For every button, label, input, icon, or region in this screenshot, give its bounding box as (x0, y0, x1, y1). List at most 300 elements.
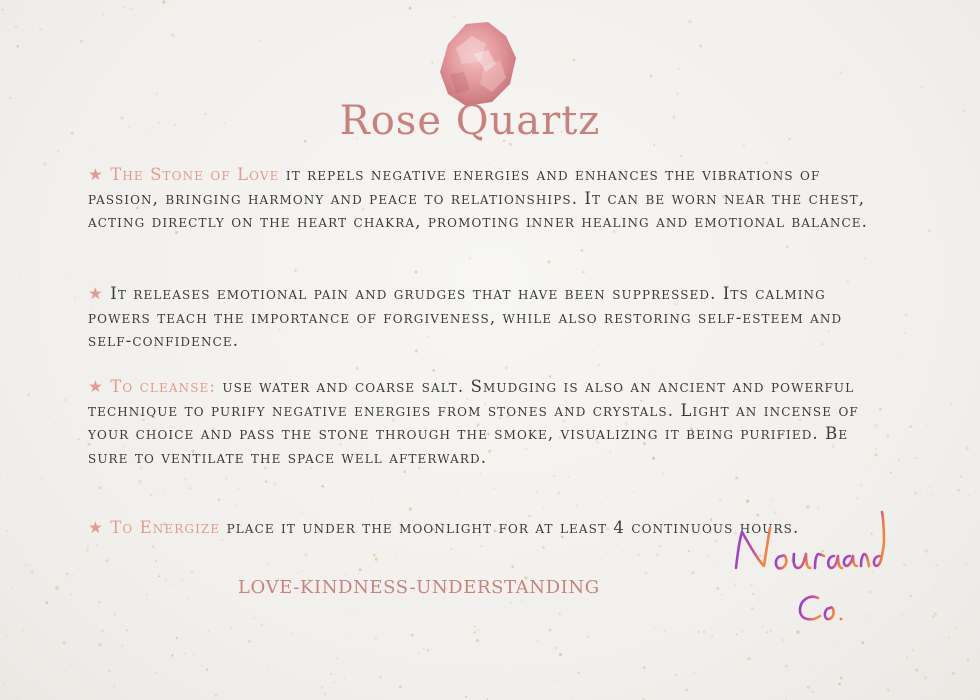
speckle (162, 0, 165, 3)
speckle (248, 640, 251, 643)
speckle (904, 332, 906, 334)
speckle (547, 260, 550, 263)
speckle (121, 644, 124, 647)
speckle (28, 564, 29, 565)
speckle (950, 403, 953, 406)
speckle (656, 553, 659, 556)
speckle (946, 528, 948, 530)
speckle (957, 489, 960, 492)
speckle (344, 677, 345, 678)
speckle (22, 629, 24, 631)
speckle (643, 666, 646, 669)
speckle (182, 579, 184, 581)
speckle (838, 683, 841, 686)
speckle (230, 626, 233, 629)
speckle (909, 595, 912, 598)
speckle (351, 608, 353, 610)
speckle (909, 425, 912, 428)
paragraph-text: place it under the moonlight for at least 4 continuous hours. (220, 518, 800, 537)
speckle (201, 665, 202, 666)
speckle (703, 631, 705, 633)
speckle (525, 476, 527, 478)
speckle (735, 476, 738, 479)
speckle (537, 640, 539, 642)
speckle (260, 624, 263, 627)
speckle (274, 483, 277, 486)
speckle (960, 616, 961, 617)
speckle (637, 554, 639, 556)
highlight-text: To cleanse: (110, 377, 217, 396)
speckle (960, 462, 961, 463)
highlight-text: To Energize (110, 518, 221, 537)
speckle (542, 546, 545, 549)
speckle (450, 548, 452, 550)
speckle (960, 475, 962, 477)
speckle (864, 258, 866, 260)
speckle (476, 639, 479, 642)
speckle (215, 694, 218, 697)
speckle (123, 6, 126, 9)
speckle (886, 689, 887, 690)
speckle (11, 587, 12, 588)
speckle (423, 648, 425, 650)
speckle (150, 494, 153, 497)
speckle (1, 9, 3, 11)
speckle (3, 684, 4, 685)
speckle (232, 660, 233, 661)
speckle (171, 33, 174, 36)
speckle (96, 544, 98, 546)
speckle (955, 627, 957, 629)
speckle (898, 459, 900, 461)
speckle (253, 617, 255, 619)
speckle (649, 75, 652, 78)
speckle (906, 656, 909, 659)
speckle (903, 636, 904, 637)
paragraph-text: use water and coarse salt. Smudging is also an ancient and powerful technique to purify negative energies from stones and crystals. Light an incense of your choice and pass the stone through the smoke, visualizing it being purified. Be sure to ventilate the space well afterward. (88, 377, 859, 467)
paragraph-to-cleanse (88, 375, 868, 469)
speckle (176, 637, 178, 639)
speckle (234, 505, 236, 507)
speckle (399, 685, 402, 688)
speckle (113, 685, 116, 688)
speckle (369, 504, 370, 505)
speckle (86, 549, 89, 552)
speckle (839, 71, 842, 74)
speckle (465, 696, 467, 698)
speckle (662, 473, 664, 475)
speckle (703, 82, 705, 84)
speckle (267, 666, 269, 668)
speckle (333, 681, 335, 683)
speckle (678, 68, 680, 70)
speckle (549, 628, 552, 631)
speckle (504, 691, 505, 692)
speckle (654, 627, 656, 629)
speckle (553, 475, 555, 477)
speckle (393, 676, 394, 677)
speckle (324, 693, 326, 695)
speckle (577, 672, 579, 674)
speckle (206, 668, 209, 671)
star-icon: ★ (88, 377, 104, 396)
speckle (108, 670, 110, 672)
speckle (186, 598, 188, 600)
speckle (64, 399, 66, 401)
speckle (265, 480, 268, 483)
speckle (294, 269, 297, 272)
speckle (152, 545, 155, 548)
speckle (934, 612, 937, 615)
speckle (34, 597, 35, 598)
speckle (409, 7, 412, 10)
speckle (457, 493, 458, 494)
speckle (355, 503, 356, 504)
speckle (522, 600, 523, 601)
speckle (87, 546, 89, 548)
speckle (184, 478, 187, 481)
speckle (598, 364, 600, 366)
speckle (920, 85, 923, 88)
speckle (92, 553, 93, 554)
speckle (298, 572, 299, 573)
speckle (593, 508, 594, 509)
speckle (156, 92, 159, 95)
speckle (558, 492, 560, 494)
speckle (41, 518, 42, 519)
speckle (505, 366, 508, 369)
speckle (87, 14, 89, 16)
speckle (328, 480, 329, 481)
speckle (914, 492, 917, 495)
speckle (680, 155, 683, 158)
speckle (205, 613, 206, 614)
speckle (57, 150, 59, 152)
speckle (874, 453, 877, 456)
speckle (174, 637, 175, 638)
speckle (223, 247, 224, 248)
speckle (928, 229, 930, 231)
speckle (554, 646, 557, 649)
speckle (543, 507, 544, 508)
speckle (924, 513, 925, 514)
speckle (875, 448, 877, 450)
star-icon: ★ (88, 165, 104, 184)
speckle (373, 554, 376, 557)
speckle (469, 258, 470, 259)
speckle (694, 672, 696, 674)
speckle (103, 13, 105, 15)
speckle (77, 438, 79, 440)
speckle (138, 480, 141, 483)
paragraph-stone-of-love (88, 163, 868, 234)
speckle (493, 487, 495, 489)
speckle (477, 629, 479, 631)
speckle (173, 585, 174, 586)
speckle (70, 594, 72, 596)
speckle (518, 484, 519, 485)
speckle (238, 488, 239, 489)
speckle (28, 393, 31, 396)
speckle (711, 635, 713, 637)
speckle (935, 564, 938, 567)
speckle (409, 507, 412, 510)
speckle (301, 511, 303, 513)
speckle (156, 672, 157, 673)
speckle (321, 686, 323, 688)
speckle (375, 558, 378, 561)
speckle (183, 652, 185, 654)
speckle (207, 672, 208, 673)
speckle (698, 631, 701, 634)
speckle (486, 682, 487, 683)
speckle (688, 550, 690, 552)
speckle (927, 45, 928, 46)
speckle (114, 497, 115, 498)
speckle (966, 447, 969, 450)
speckle (954, 472, 955, 473)
speckle (580, 249, 583, 252)
speckle (16, 45, 19, 48)
speckle (719, 498, 721, 500)
speckle (837, 642, 839, 644)
speckle (925, 550, 928, 553)
speckle (266, 563, 268, 565)
speckle (6, 530, 8, 532)
speckle (55, 586, 58, 589)
speckle (948, 412, 949, 413)
speckle (370, 651, 371, 652)
speckle (106, 559, 109, 562)
speckle (634, 491, 635, 492)
speckle (568, 476, 570, 478)
speckle (371, 502, 372, 503)
speckle (932, 615, 934, 617)
speckle (887, 689, 890, 692)
speckle (572, 696, 573, 697)
speckle (163, 489, 164, 490)
speckle (924, 676, 927, 679)
speckle (947, 473, 948, 474)
speckle (146, 593, 148, 595)
speckle (7, 474, 8, 475)
speckle (6, 621, 7, 622)
speckle (747, 657, 750, 660)
speckle (967, 658, 969, 660)
speckle (473, 631, 476, 634)
speckle (688, 20, 691, 23)
speckle (807, 686, 810, 689)
speckle (28, 429, 29, 430)
speckle (663, 630, 665, 632)
speckle (51, 412, 52, 413)
signature (722, 502, 892, 632)
speckle (928, 487, 930, 489)
speckle (786, 246, 789, 249)
page-title: Rose Quartz (339, 98, 601, 144)
speckle (920, 492, 922, 494)
speckle (724, 634, 725, 635)
speckle (474, 626, 476, 628)
speckle (606, 552, 608, 554)
speckle (676, 92, 678, 94)
speckle (902, 614, 903, 615)
speckle (911, 649, 914, 652)
speckle (208, 631, 210, 633)
speckle (337, 488, 338, 489)
speckle (141, 365, 143, 367)
speckle (886, 435, 889, 438)
paragraph-text: It releases emotional pain and grudges that have been suppressed. Its calming powers teach the importance of forgiveness, while also restoring self-esteem and self-confidence. (88, 284, 843, 350)
speckle (151, 543, 152, 544)
speckle (29, 443, 30, 444)
speckle (559, 653, 562, 656)
speckle (46, 601, 49, 604)
speckle (572, 58, 575, 61)
speckle (31, 571, 34, 574)
speckle (478, 606, 479, 607)
speckle (653, 145, 655, 147)
speckle (860, 484, 863, 487)
speckle (53, 422, 55, 424)
speckle (716, 587, 719, 590)
speckle (952, 672, 955, 675)
speckle (66, 579, 67, 580)
speckle (367, 684, 368, 685)
speckle (395, 553, 396, 554)
speckle (132, 587, 133, 588)
speckle (356, 367, 359, 370)
speckle (26, 337, 27, 338)
speckle (16, 557, 17, 558)
speckle (25, 564, 28, 567)
speckle (427, 649, 430, 652)
paragraph-text: it repels negative energies and enhances the vibrations of passion, bringing harmony and peace to relationships. It can be worn near the chest, acting directly on the heart chakra, promoting inner healing and emotional balance. (88, 165, 868, 231)
speckle (192, 653, 194, 655)
speckle (699, 45, 702, 48)
speckle (944, 164, 945, 165)
speckle (101, 630, 104, 633)
speckle (536, 491, 539, 494)
motto: LOVE-KINDNESS-UNDERSTANDING (238, 577, 600, 598)
speckle (916, 669, 919, 672)
speckle (66, 272, 67, 273)
speckle (782, 639, 785, 642)
speckle (14, 25, 17, 28)
speckle (62, 641, 65, 644)
speckle (19, 275, 20, 276)
speckle (587, 636, 589, 638)
speckle (559, 613, 561, 615)
speckle (359, 568, 362, 571)
speckle (715, 540, 718, 543)
speckle (395, 558, 396, 559)
speckle (856, 497, 859, 500)
speckle (43, 163, 46, 166)
speckle (556, 679, 558, 681)
speckle (840, 676, 843, 679)
speckle (74, 297, 76, 299)
speckle (113, 613, 115, 615)
speckle (345, 574, 347, 576)
speckle (336, 658, 338, 660)
speckle (94, 148, 95, 149)
speckle (582, 271, 585, 274)
speckle (411, 633, 414, 636)
speckle (71, 574, 73, 576)
speckle (743, 145, 744, 146)
speckle (930, 495, 932, 497)
speckle (499, 608, 500, 609)
speckle (165, 494, 166, 495)
speckle (606, 495, 608, 497)
speckle (379, 675, 382, 678)
speckle (225, 477, 227, 479)
speckle (772, 498, 774, 500)
speckle (39, 28, 42, 31)
speckle (481, 545, 483, 547)
speckle (617, 513, 618, 514)
star-icon: ★ (88, 284, 104, 303)
speckle (218, 498, 220, 500)
speckle (98, 601, 100, 603)
speckle (736, 633, 738, 635)
speckle (259, 40, 261, 42)
speckle (158, 575, 160, 577)
speckle (98, 486, 101, 489)
speckle (659, 545, 661, 547)
speckle (861, 641, 864, 644)
speckle (99, 643, 102, 646)
speckle (480, 472, 482, 474)
speckle (70, 665, 71, 666)
speckle (291, 632, 292, 633)
speckle (897, 354, 899, 356)
speckle (330, 673, 332, 675)
speckle (375, 638, 377, 640)
speckle (968, 494, 970, 496)
speckle (191, 570, 194, 573)
speckle (675, 674, 677, 676)
speckle (130, 7, 133, 10)
speckle (692, 571, 695, 574)
speckle (302, 570, 303, 571)
speckle (321, 485, 324, 488)
speckle (432, 369, 435, 372)
speckle (41, 478, 43, 480)
paragraph-emotional-release (88, 282, 868, 353)
star-icon: ★ (88, 518, 104, 537)
speckle (879, 408, 882, 411)
speckle (189, 487, 191, 489)
speckle (403, 471, 406, 474)
speckle (136, 684, 137, 685)
speckle (685, 688, 688, 691)
speckle (812, 691, 814, 693)
speckle (511, 602, 513, 604)
speckle (511, 565, 514, 568)
speckle (948, 637, 950, 639)
speckle (305, 553, 308, 556)
speckle (80, 39, 83, 42)
speckle (915, 457, 917, 459)
speckle (903, 563, 906, 566)
speckle (171, 654, 173, 656)
speckle (226, 356, 227, 357)
speckle (813, 667, 814, 668)
speckle (576, 505, 578, 507)
speckle (155, 560, 157, 562)
